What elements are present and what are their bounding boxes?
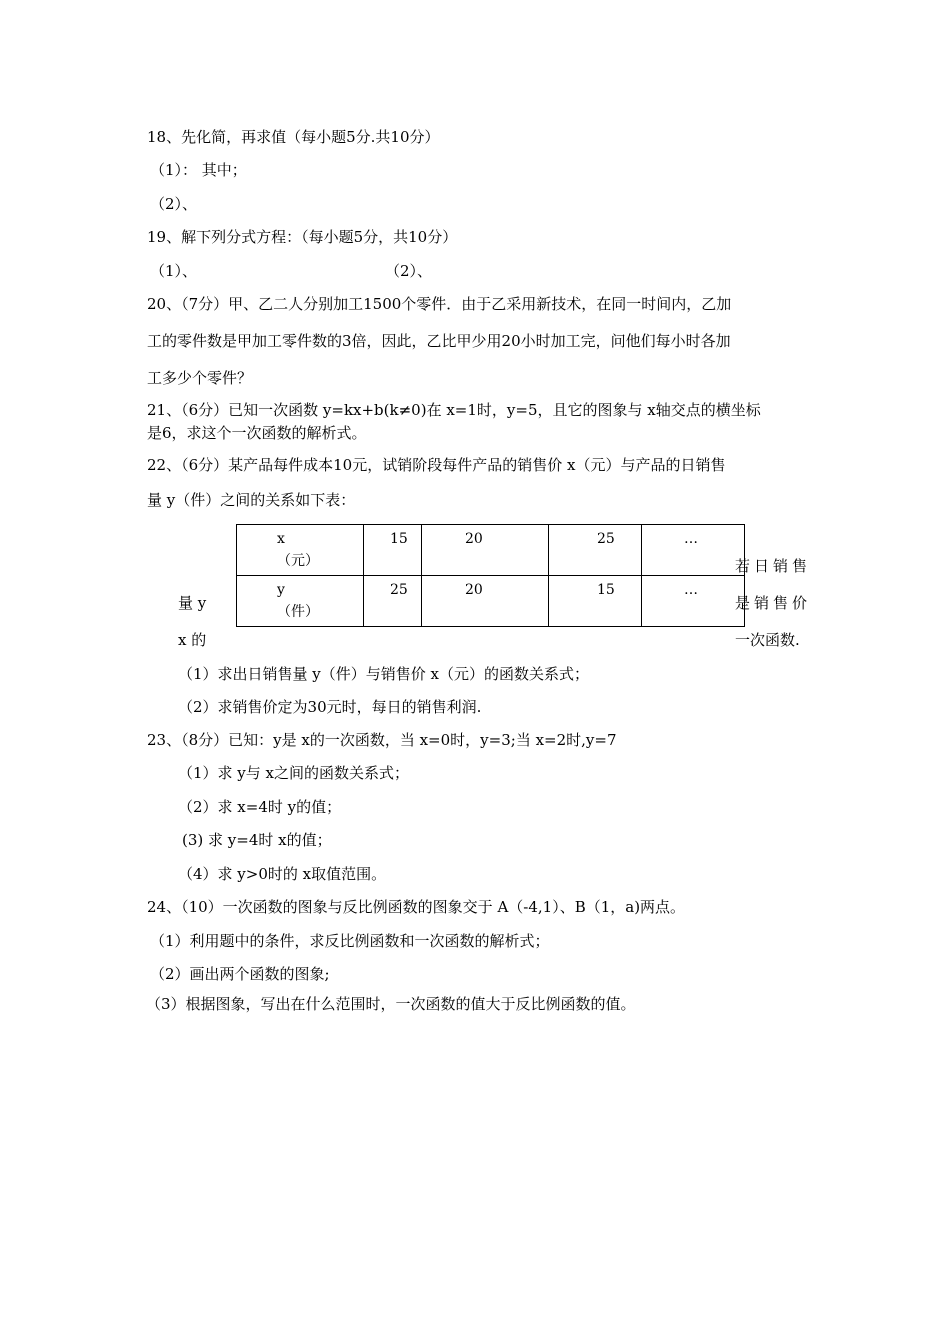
table-cell: … [642, 525, 745, 576]
q23-title: 23、（8分）已知：y是 x的一次函数，当 x=0时，y=3;当 x=2时,y=7 [147, 731, 617, 749]
q22-side-left-2: x 的 [178, 631, 207, 649]
table-cell: 25 [364, 576, 422, 627]
q22-side-left-1: 量 y [178, 594, 207, 612]
q22-line1: 22、（6分）某产品每件成本10元，试销阶段每件产品的销售价 x（元）与产品的日销售 [147, 456, 726, 474]
q21-line2: 是6，求这个一次函数的解析式。 [147, 424, 367, 442]
q24-title: 24、（10）一次函数的图象与反比例函数的图象交于 A（-4,1）、B（1，a)两点。 [147, 898, 686, 916]
q18-title: 18、先化简，再求值（每小题5分.共10分） [147, 128, 440, 146]
q24-part3: （3）根据图象，写出在什么范围时，一次函数的值大于反比例函数的值。 [146, 995, 636, 1013]
table-row-header [237, 576, 364, 627]
q20-line1: 20、（7分）甲、乙二人分别加工1500个零件．由于乙采用新技术，在同一时间内，乙加 [147, 295, 732, 313]
q22-side-right-1: 若日销售 [735, 557, 812, 575]
q22-side-right-3: 一次函数. [735, 631, 800, 649]
table-row [237, 576, 745, 627]
table-cell: 20 [422, 576, 549, 627]
q22-side-right-2: 是销售价 [735, 594, 812, 612]
q18-part2: （2）、 [150, 195, 198, 213]
table-cell: 15 [364, 525, 422, 576]
table-cell: … [642, 576, 745, 627]
price-sales-table [236, 524, 745, 627]
q22-line2: 量 y（件）之间的关系如下表： [147, 491, 356, 509]
header-unit: （件） [277, 604, 319, 620]
q19-title: 19、解下列分式方程：（每小题5分，共10分） [147, 228, 458, 246]
q24-part1: （1）利用题中的条件，求反比例函数和一次函数的解析式； [150, 932, 550, 950]
q20-line3: 工多少个零件？ [147, 369, 253, 387]
q23-part2: （2）求 x=4时 y的值； [178, 798, 342, 816]
q18-part1: （1）： 其中； [150, 161, 247, 179]
q22-part1: （1）求出日销售量 y（件）与销售价 x（元）的函数关系式； [178, 665, 590, 683]
q19-part2: （2）、 [385, 262, 433, 280]
q19-part1: （1）、 [150, 262, 198, 280]
table-row-header [237, 525, 364, 576]
q23-part4: （4）求 y>0时的 x取值范围。 [178, 865, 387, 883]
q22-part2: （2）求销售价定为30元时，每日的销售利润. [178, 698, 482, 716]
header-unit: （元） [277, 553, 319, 569]
table-cell: 20 [422, 525, 549, 576]
q24-part2: （2）画出两个函数的图象; [150, 965, 330, 983]
table-row [237, 525, 745, 576]
q20-line2: 工的零件数是甲加工零件数的3倍，因此，乙比甲少用20小时加工完，问他们每小时各加 [147, 332, 731, 350]
header-var: x [277, 531, 285, 547]
q23-part1: （1）求 y与 x之间的函数关系式； [178, 764, 410, 782]
q21-line1: 21、（6分）已知一次函数 y=kx+b(k≠0)在 x=1时，y=5，且它的图象与 x轴交点的横坐标 [147, 401, 761, 419]
header-var: y [277, 582, 285, 598]
table-cell: 15 [549, 576, 642, 627]
table-cell: 25 [549, 525, 642, 576]
q23-part3: (3) 求 y=4时 x的值； [182, 831, 332, 849]
